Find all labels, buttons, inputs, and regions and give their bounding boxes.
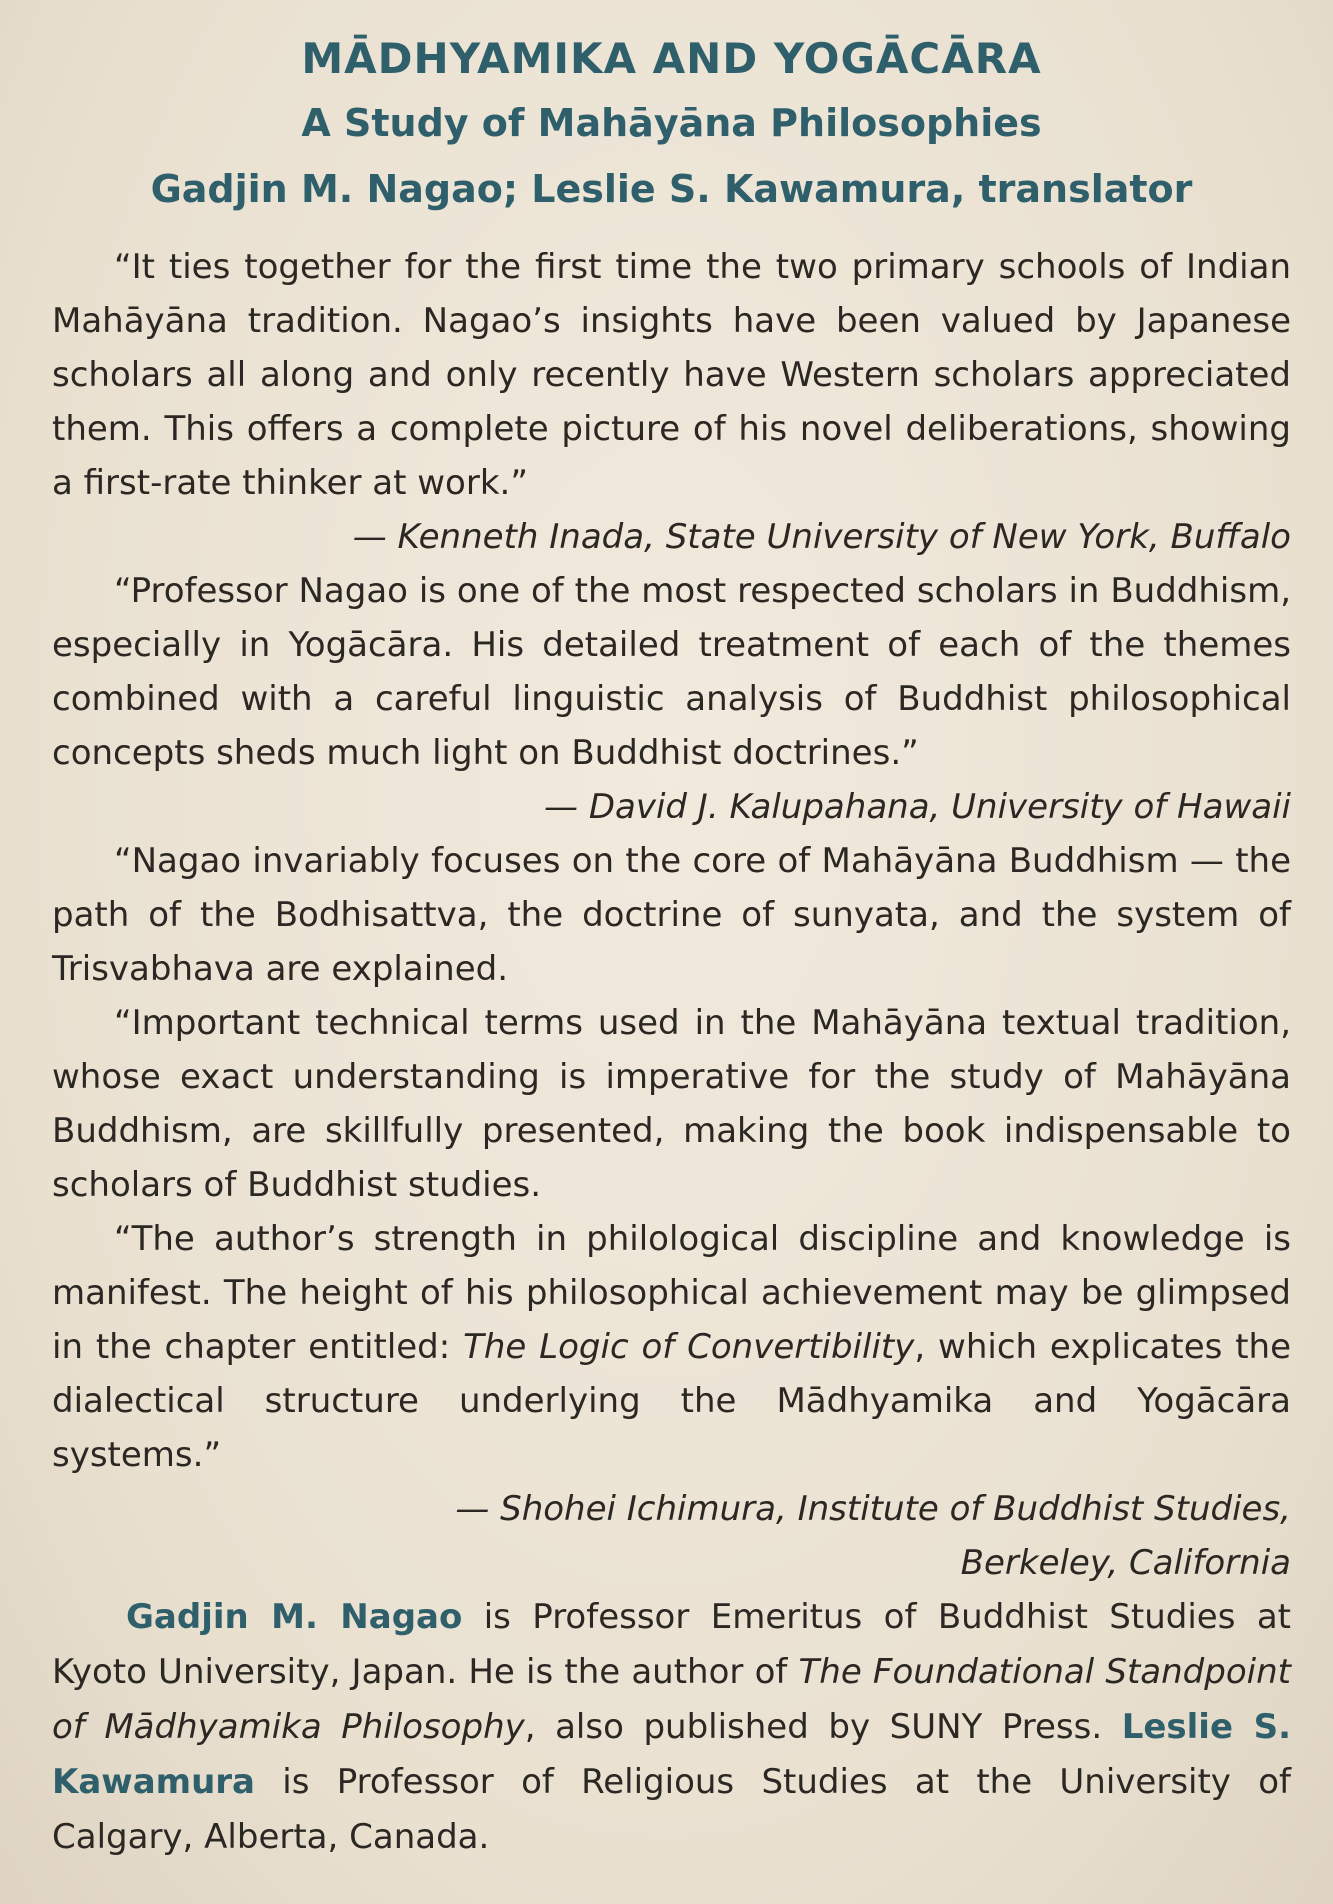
review-attribution-inada: — Kenneth Inada, State University of New York, Buffalo [352,517,1291,557]
book-reference: The Foundational Standpoint of Mādhyamika Philosophy [52,1652,1291,1747]
book-authors: Gadjin M. Nagao; Leslie S. Kawamura, translator [150,167,1193,211]
chapter-title: The Logic of Convertibility [463,1327,915,1367]
review-quote-kalupahana: “Professor Nagao is one of the most respected scholars in Buddhism, especially in Yogācāra. His detailed treatment of each of the themes combined with a careful linguistic analysis of Buddhist philosophical concepts sheds much light on Buddhist doctrines.” [52,571,1291,773]
author-bio [52,1590,1291,1865]
author-name-kawamura: Leslie S. Kawamura [52,1707,1292,1802]
book-title: MĀDHYAMIKA AND YOGĀCĀRA [301,34,1042,83]
author-name-nagao: Gadjin M. Nagao [126,1597,463,1637]
review-quote-inada: “It ties together for the first time the two primary schools of Indian Mahāyāna tradition. Nagao’s insights have been valued by Japanese scholars all along and only recently have Western scholars appreciated them. This offers a complete picture of his novel deliberations, showing a first-rate thinker at work.” [52,247,1291,503]
review-attribution-kalupahana: — David J. Kalupahana, University of Hawaii [544,787,1291,827]
quote-text: , which explicates the dialectical structure underlying the Mādhyamika and Yogācāra systems.” [52,1327,1291,1475]
bio-text: , also published by SUNY Press. [524,1707,1122,1747]
attribution-line: Berkeley, California [960,1543,1291,1583]
book-subtitle: A Study of Mahāyāna Philosophies [301,101,1042,145]
review-attribution-ichimura [52,1482,1291,1590]
bio-text: is Professor Emeritus of Buddhist Studies at Kyoto University, Japan. He is the author of [52,1597,1291,1692]
review-quote-ichimura-2: “Important technical terms used in the Mahāyāna textual tradition, whose exact understanding is imperative for the study of Mahāyāna Buddhism, are skillfully presented, making the book indispensable to scholars of Buddhist studies. [52,1003,1291,1205]
header [52,28,1291,222]
review-quote-ichimura-1: “Nagao invariably focuses on the core of Mahāyāna Buddhism — the path of the Bodhisattva, the doctrine of sunyata, and the system of Trisvabhava are explained. [52,841,1291,989]
bio-text: is Professor of Religious Studies at the University of Calgary, Alberta, Canada. [52,1762,1291,1857]
quote-text: “The author’s strength in philological discipline and knowledge is manifest. The height of his philosophical achievement may be glimpsed in the chapter entitled: [52,1219,1291,1367]
attribution-line: — Shohei Ichimura, Institute of Buddhist Studies, [455,1489,1291,1529]
review-quote-ichimura-3 [52,1212,1291,1482]
